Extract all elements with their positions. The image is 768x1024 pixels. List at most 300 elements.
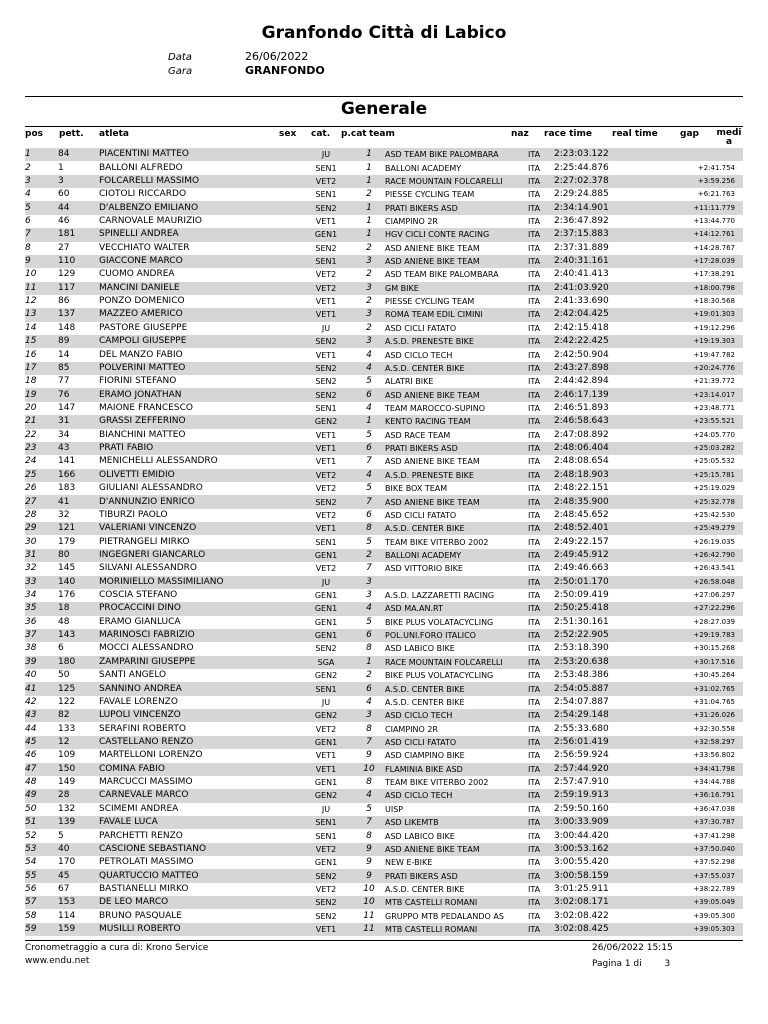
row-naz: ITA [528,350,541,360]
row-media [735,576,743,589]
row-cat: VET1 [315,297,337,307]
row-cat: GEN2 [299,709,353,722]
row-team: ASD VITTORIO BIKE [385,564,463,574]
row-pcat: 6 [353,629,385,642]
row-pett: 141 [58,456,76,467]
row-pett: 125 [58,682,99,695]
row-real-time [634,656,674,669]
row-pcat: 7 [353,816,385,829]
row-pett: 148 [58,322,76,333]
row-naz: ITA [528,751,541,761]
row-real-time [634,789,674,802]
row-pett: 170 [58,857,76,868]
row-naz: ITA [528,175,554,188]
row-cat: SEN1 [299,816,353,829]
row-pcat: 8 [353,522,385,535]
row-pos: 59 [25,923,58,936]
row-pos: 26 [25,483,37,494]
page-indicator [592,959,670,969]
row-atleta: MORINIELLO MASSIMILIANO [99,576,299,589]
row-atleta: GRASSI ZEFFERINO [99,415,299,428]
row-gap: +3:59.256 [674,175,735,188]
table-row [25,268,743,281]
row-pett: 145 [58,563,76,574]
row-real-time [634,255,674,268]
row-cat: JU [299,576,353,589]
row-pos: 55 [25,869,58,882]
row-real-time [634,602,674,615]
table-row [25,348,743,361]
row-pcat: 6 [353,388,385,401]
row-atleta: DEL MANZO FABIO [99,349,183,360]
row-naz: ITA [528,297,541,307]
date-value: 26/06/2022 [245,50,309,63]
row-real-time [634,722,674,735]
row-gap: +25:49.279 [674,522,735,535]
row-real-time [634,616,674,629]
row-pcat: 5 [366,483,372,494]
row-team: MTB CASTELLI ROMANI [385,896,528,909]
meta-gara-row [168,64,325,77]
table-row [25,669,743,682]
row-pos: 23 [25,442,58,455]
row-naz: ITA [528,510,541,520]
row-team: BALLONI ACADEMY [385,549,528,562]
row-pos: 54 [25,857,37,868]
row-cat: VET1 [315,457,337,467]
table-row [25,242,743,255]
row-cat: JU [321,323,331,333]
row-real-time [634,576,674,589]
col-pos: pos [25,129,43,139]
row-pos: 34 [25,590,37,601]
row-naz: ITA [528,671,541,681]
row-team: BALLONI ACADEMY [385,163,462,173]
row-media [735,362,743,375]
table-row [25,656,743,669]
row-real-time [634,375,674,388]
row-pos: 38 [25,643,37,654]
row-media [735,188,743,201]
row-team: TEAM BIKE VITERBO 2002 [385,537,489,547]
col-real-time: real time [612,129,658,139]
row-real-time [634,242,674,255]
row-gap: +25:05.532 [693,457,735,466]
row-gap: +17:38.291 [693,270,735,279]
row-pcat: 11 [353,923,385,936]
row-atleta: COMINA FABIO [99,763,299,776]
row-pcat: 3 [353,282,385,295]
row-race-time: 2:48:45.652 [554,509,609,520]
row-cat: GEN2 [314,671,338,681]
row-pett: 139 [58,816,99,829]
row-pos: 35 [25,602,58,615]
row-pett: 176 [58,590,76,601]
row-naz: ITA [528,724,541,734]
row-pett: 76 [58,388,99,401]
row-atleta: PONZO DOMENICO [99,296,185,307]
row-media [735,923,743,936]
row-pcat: 2 [366,269,372,280]
row-naz: ITA [528,522,554,535]
row-atleta: ERAMO GIANLUCA [99,616,181,627]
row-race-time: 2:50:09.419 [554,590,609,601]
row-pos: 32 [25,563,37,574]
row-naz: ITA [528,201,554,214]
row-race-time: 2:40:41.413 [554,269,609,280]
page-title: Granfondo Città di Labico [261,23,507,43]
row-real-time [634,642,674,655]
row-naz: ITA [528,617,541,627]
row-naz: ITA [528,335,554,348]
row-team: A.S.D. CENTER BIKE [385,697,465,707]
row-team: ASD ANIENE BIKE TEAM [385,255,528,268]
row-pcat: 1 [353,415,385,428]
row-team: ASD ANIENE BIKE TEAM [385,457,480,467]
row-pcat: 4 [353,362,385,375]
row-naz: ITA [528,564,541,574]
row-pos: 47 [25,763,58,776]
website-link[interactable]: www.endu.net [25,956,90,966]
row-gap: +31:04.765 [693,697,735,706]
table-row [25,388,743,401]
row-pett: 45 [58,869,99,882]
row-team: ASD CIAMPINO BIKE [385,751,465,761]
row-gap: +36:47.038 [693,804,735,813]
row-naz: ITA [528,858,541,868]
row-real-time [634,282,674,295]
row-pcat: 1 [366,215,372,226]
row-media [735,282,743,295]
row-gap: +21:39.772 [693,377,735,386]
row-media [735,161,743,174]
row-media [735,175,743,188]
row-pos: 43 [25,709,58,722]
row-real-time [634,589,674,602]
row-real-time [634,455,674,468]
row-pett: 149 [58,777,76,788]
row-team: ROMA TEAM EDIL CIMINI [385,308,528,321]
row-team: PRATI BIKERS ASD [385,201,528,214]
row-pos: 30 [25,536,37,547]
row-gap: +19:19.303 [674,335,735,348]
row-atleta: MUSILLI ROBERTO [99,923,299,936]
table-row [25,522,743,535]
row-naz: ITA [528,778,541,788]
row-pcat: 6 [353,682,385,695]
row-gap: +19:01.303 [674,308,735,321]
row-race-time: 2:42:15.418 [554,322,609,333]
row-atleta: CARNEVALE MARCO [99,789,299,802]
row-atleta: D'ANNUNZIO ENRICO [99,495,299,508]
row-cat: JU [321,697,331,707]
row-pett: 6 [58,643,64,654]
row-team: PIESSE CYCLING TEAM [385,190,475,200]
row-pos: 31 [25,549,58,562]
row-gap: +38:22.789 [693,884,735,893]
row-naz: ITA [528,709,554,722]
row-media [735,495,743,508]
row-media [735,682,743,695]
row-real-time [634,402,674,415]
row-media [735,442,743,455]
row-atleta: CUOMO ANDREA [99,269,175,280]
row-pett: 5 [58,830,64,841]
row-real-time [634,388,674,401]
row-media [735,869,743,882]
row-real-time [634,803,674,816]
row-cat: JU [321,804,331,814]
row-gap: +33:56.802 [693,751,735,760]
row-pcat: 3 [353,255,385,268]
row-pett: 31 [58,415,99,428]
table-row [25,709,743,722]
row-pos: 49 [25,789,58,802]
row-pos: 15 [25,335,58,348]
row-atleta: SANNINO ANDREA [99,682,299,695]
row-pett: 34 [58,429,70,440]
table-row [25,696,743,709]
row-pos: 28 [25,509,37,520]
row-real-time [634,335,674,348]
row-cat: SEN2 [315,644,337,654]
row-gap: +39:05.303 [674,923,735,936]
row-pcat: 5 [366,803,372,814]
row-naz: ITA [528,377,541,387]
row-media [735,696,743,709]
row-atleta: PETROLATI MASSIMO [99,857,194,868]
row-pos: 13 [25,308,58,321]
row-atleta: BALLONI ALFREDO [99,162,183,173]
row-pos: 56 [25,883,37,894]
row-pett: 133 [58,723,76,734]
row-race-time: 3:00:53.162 [554,843,634,856]
row-pos: 17 [25,362,58,375]
row-pcat: 3 [353,576,385,589]
row-gap: +39:05.300 [693,911,735,920]
row-race-time: 2:51:30.161 [554,616,609,627]
row-media [735,776,743,789]
row-atleta: VECCHIATO WALTER [99,242,190,253]
row-pcat: 10 [363,883,375,894]
row-naz: ITA [528,484,541,494]
row-cat: GEN1 [314,591,338,601]
row-pcat: 6 [366,509,372,520]
row-real-time [634,869,674,882]
row-real-time [634,763,674,776]
row-team: ASD CICLI FATATO [385,323,457,333]
row-naz: ITA [528,549,554,562]
col-gap: gap [680,129,699,139]
row-pett: 181 [58,228,99,241]
row-race-time: 2:50:01.170 [554,576,634,589]
row-cat: VET1 [315,350,337,360]
row-naz: ITA [528,228,554,241]
table-row [25,763,743,776]
row-pos: 41 [25,682,58,695]
row-media [735,749,743,762]
row-real-time [634,549,674,562]
row-cat: VET2 [299,282,353,295]
row-team: RACE MOUNTAIN FOLCARELLI [385,656,528,669]
row-race-time: 2:42:50.904 [554,349,609,360]
row-team: A.S.D. PRENESTE BIKE [385,469,528,482]
row-real-time [634,442,674,455]
row-atleta: PRATI FABIO [99,442,299,455]
row-pcat: 9 [366,750,372,761]
row-naz: ITA [528,884,541,894]
row-real-time [634,362,674,375]
row-race-time: 2:48:08.654 [554,456,609,467]
row-naz: ITA [528,362,554,375]
row-pcat: 3 [366,590,372,601]
row-atleta: PIACENTINI MATTEO [99,148,299,161]
row-pett: 114 [58,910,76,921]
table-row [25,188,743,201]
row-atleta: BRUNO PASQUALE [99,910,182,921]
row-pos: 20 [25,403,37,413]
row-real-time [634,295,674,308]
row-race-time: 2:48:18.903 [554,469,634,482]
row-pos: 8 [25,242,31,253]
row-atleta: GIACCONE MARCO [99,255,299,268]
row-pett: 159 [58,923,99,936]
row-pett: 3 [58,175,99,188]
row-gap: +27:22.296 [674,602,735,615]
row-team [385,576,528,589]
row-pos: 7 [25,228,58,241]
row-pos: 51 [25,816,58,829]
row-pett: 122 [58,696,76,707]
row-media [735,589,743,602]
row-team: ASD LABICO BIKE [385,831,455,841]
row-race-time: 3:00:33.909 [554,816,634,829]
row-gap: +28:27.039 [693,617,735,626]
row-naz: ITA [528,216,541,226]
row-atleta: BIANCHINI MATTEO [99,429,186,440]
row-cat: VET1 [299,308,353,321]
row-real-time [634,896,674,909]
row-atleta: CASCIONE SEBASTIANO [99,843,299,856]
row-race-time: 2:49:46.663 [554,563,609,574]
row-race-time: 2:52:22.905 [554,629,634,642]
row-gap: +30:17.516 [674,656,735,669]
row-pett: 183 [58,483,76,494]
row-cat: SEN2 [299,201,353,214]
row-race-time: 3:00:55.420 [554,857,609,868]
row-atleta: CAMPOLI GIUSEPPE [99,335,299,348]
row-pett: 84 [58,148,99,161]
row-atleta: ZAMPARINI GIUSEPPE [99,656,299,669]
row-pcat: 10 [353,896,385,909]
row-race-time: 2:46:51.893 [554,403,609,413]
row-team: PIESSE CYCLING TEAM [385,297,475,307]
row-atleta: FOLCARELLI MASSIMO [99,175,299,188]
row-race-time: 2:27:02.378 [554,175,634,188]
row-race-time: 2:53:18.390 [554,643,609,654]
row-pos: 33 [25,576,58,589]
row-pett: 14 [58,349,70,360]
row-pos: 24 [25,456,37,467]
row-atleta: BASTIANELLI MIRKO [99,883,189,894]
row-naz: ITA [528,148,554,161]
row-media [735,549,743,562]
row-pett: 180 [58,656,99,669]
row-pcat: 8 [366,777,372,788]
row-team: BIKE PLUS VOLATACYCLING [385,617,494,627]
row-pett: 18 [58,602,99,615]
row-gap: +29:19.783 [674,629,735,642]
row-team: PRATI BIKERS ASD [385,442,528,455]
row-cat: GEN2 [299,415,353,428]
row-team: POL.UNI.FORO ITALICO [385,629,528,642]
row-gap: +39:05.049 [674,896,735,909]
row-atleta: VALERIANI VINCENZO [99,522,299,535]
row-cat: GEN1 [314,778,338,788]
row-cat: SEN2 [299,495,353,508]
row-race-time: 2:54:29.148 [554,709,634,722]
row-race-time: 2:59:19.913 [554,789,634,802]
row-team: BIKE PLUS VOLATACYCLING [385,671,494,681]
row-pett: 132 [58,803,76,814]
row-gap: +2:41.754 [697,163,735,172]
row-pos: 6 [25,215,31,226]
row-naz: ITA [528,789,554,802]
table-row [25,482,743,495]
race-value: GRANFONDO [245,64,325,77]
row-naz: ITA [528,869,554,882]
row-naz: ITA [528,923,554,936]
row-cat: SEN1 [315,404,337,413]
row-naz: ITA [528,388,554,401]
row-cat: SEN1 [299,682,353,695]
row-team: UISP [385,804,404,814]
row-atleta: PIETRANGELI MIRKO [99,536,190,547]
row-real-time [634,843,674,856]
row-gap: +37:50.040 [674,843,735,856]
row-pcat: 4 [353,789,385,802]
row-gap: +19:12.296 [693,323,735,332]
row-pett: 50 [58,670,70,681]
row-pos: 4 [25,189,31,200]
row-atleta: QUARTUCCIO MATTEO [99,869,299,882]
row-team: MTB CASTELLI ROMANI [385,923,528,936]
row-pos: 22 [25,429,37,440]
row-naz: ITA [528,736,554,749]
row-race-time: 2:48:35.900 [554,495,634,508]
row-atleta: GIULIANI ALESSANDRO [99,483,203,494]
row-cat: VET2 [315,510,337,520]
row-real-time [634,201,674,214]
table-row [25,589,743,602]
row-cat: VET1 [299,522,353,535]
row-race-time: 2:49:22.157 [554,536,609,547]
row-media [735,242,743,255]
row-naz: ITA [528,843,554,856]
table-row [25,616,743,629]
col-media: medi a [716,128,742,147]
row-naz: ITA [528,697,541,707]
row-atleta: MARINOSCI FABRIZIO [99,629,299,642]
row-naz: ITA [528,404,541,413]
row-naz: ITA [528,270,541,280]
row-real-time [634,268,674,281]
row-pett: 137 [58,308,99,321]
row-gap: +26:58.048 [674,576,735,589]
row-race-time: 2:29:24.885 [554,189,609,200]
row-media [735,629,743,642]
row-gap: +23:55.521 [674,415,735,428]
